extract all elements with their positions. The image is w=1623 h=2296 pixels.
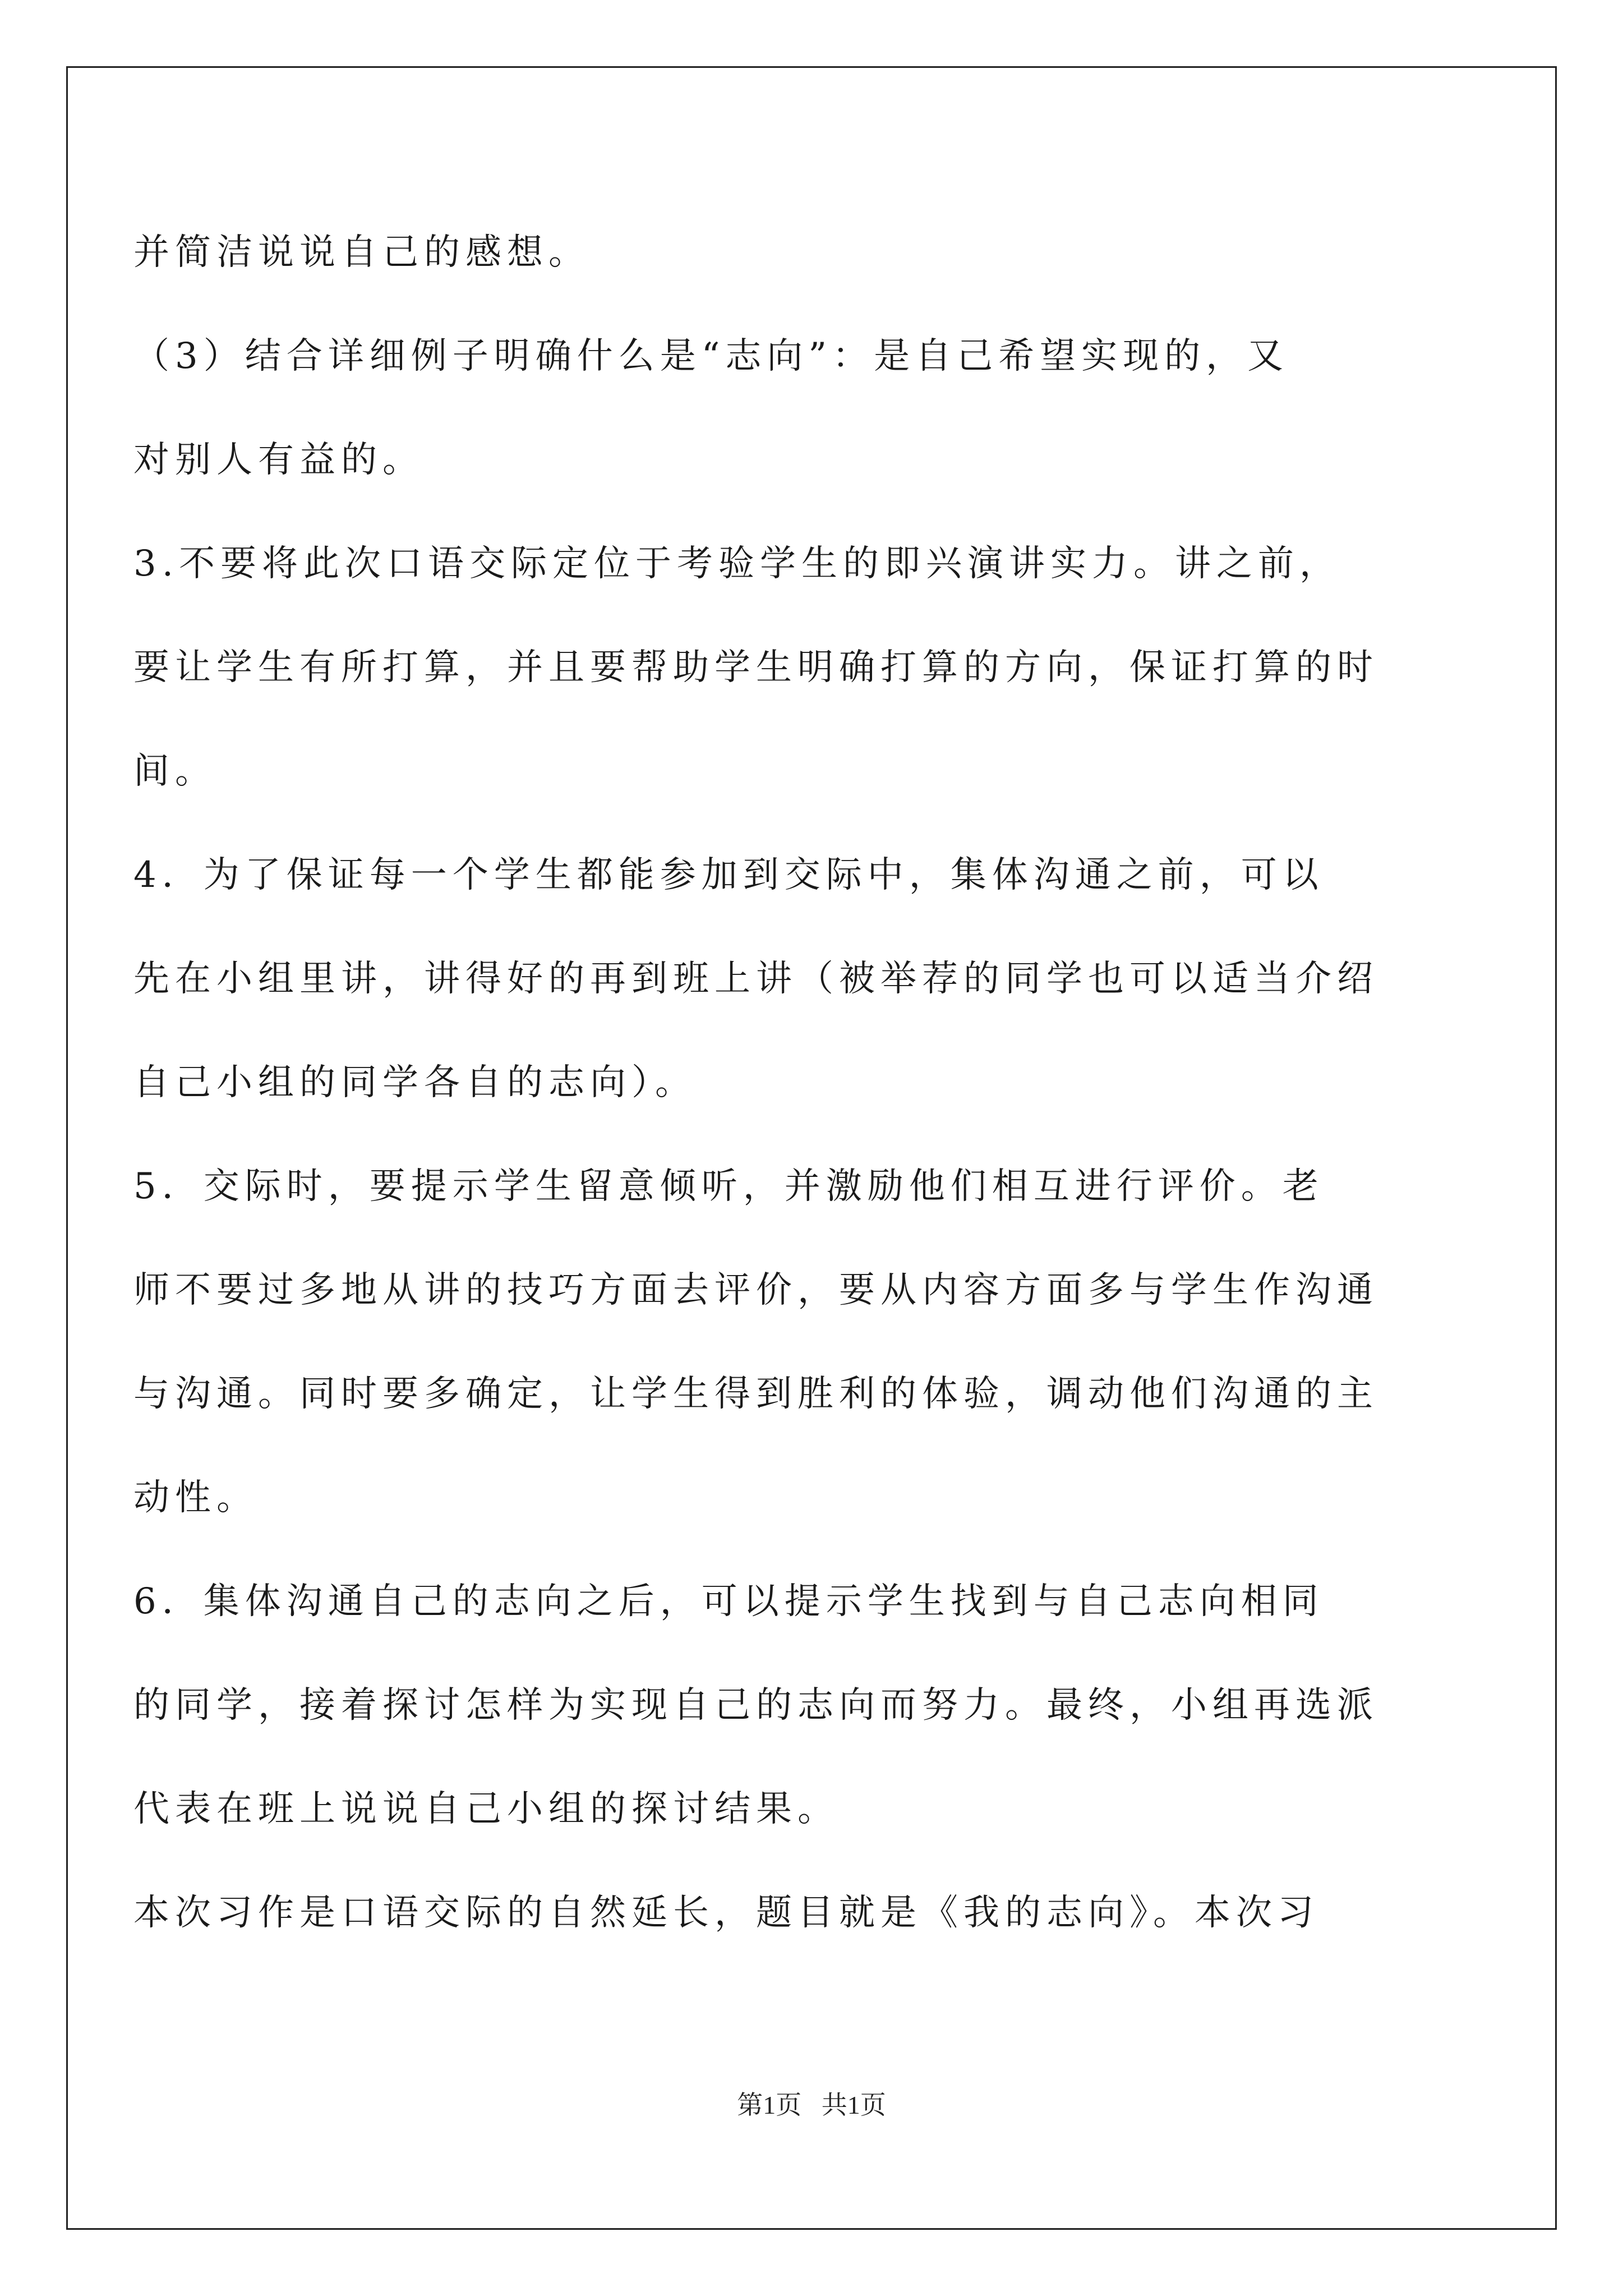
page-footer: [0, 2090, 1623, 2121]
text-line: 自己小组的同学各自的志向）。: [133, 1062, 697, 1103]
text-line: 动性。: [133, 1477, 258, 1519]
text-line: 4．为了保证每一个学生都能参加到交际中，集体沟通之前，可以: [133, 854, 1324, 896]
text-line: 对别人有益的。: [133, 439, 424, 481]
text-line: 代表在班上说说自己小组的探讨结果。: [133, 1788, 839, 1830]
text-line: 师不要过多地从讲的技巧方面去评价，要从内容方面多与学生作沟通: [133, 1269, 1378, 1311]
text-line: 6．集体沟通自己的志向之后，可以提示学生找到与自己志向相同: [133, 1581, 1324, 1622]
text-line: 本次习作是口语交际的自然延长，题目就是《我的志向》。本次习: [133, 1892, 1319, 1934]
page-number: 第1页: [737, 2091, 802, 2119]
text-line: 5．交际时，要提示学生留意倾听，并激励他们相互进行评价。老: [133, 1166, 1324, 1207]
page-total: 共1页: [821, 2091, 886, 2119]
text-line: 3.不要将此次口语交际定位于考验学生的即兴演讲实力。讲之前，: [133, 543, 1341, 585]
text-line: 先在小组里讲，讲得好的再到班上讲（被举荐的同学也可以适当介绍: [133, 958, 1378, 1000]
text-line: 与沟通。同时要多确定，让学生得到胜利的体验，调动他们沟通的主: [133, 1373, 1378, 1415]
text-line: 要让学生有所打算，并且要帮助学生明确打算的方向，保证打算的时: [133, 647, 1378, 688]
text-line: 的同学，接着探讨怎样为实现自己的志向而努力。最终，小组再选派: [133, 1685, 1378, 1726]
text-line: 间。: [133, 751, 216, 792]
text-line: （3）结合详细例子明确什么是“志向”：是自己希望实现的，又: [133, 335, 1289, 377]
text-line: 并简洁说说自己的感想。: [133, 232, 590, 273]
